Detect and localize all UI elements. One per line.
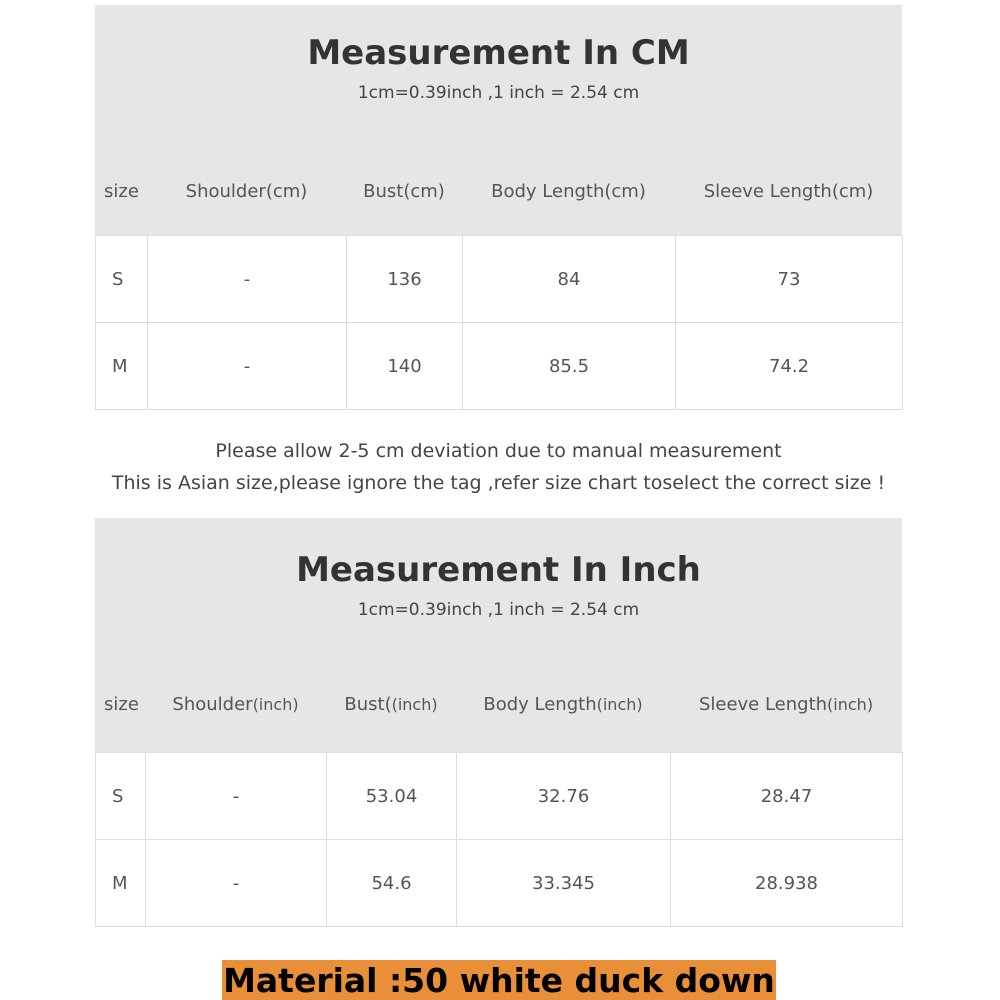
table-row	[96, 840, 903, 927]
inch-column-headers	[95, 684, 902, 724]
deviation-note-line-1: Please allow 2-5 cm deviation due to manual measurement	[215, 440, 782, 462]
inch-m-bust: 54.6	[327, 840, 457, 927]
inch-header-body-length: Body Length(inch)	[483, 693, 643, 715]
cm-s-shoulder: -	[148, 236, 347, 323]
inch-title: Measurement In Inch	[296, 550, 701, 590]
inch-s-shoulder: -	[146, 753, 327, 840]
cm-title: Measurement In CM	[307, 33, 690, 73]
inch-header-size: size	[104, 693, 139, 715]
inch-section	[95, 518, 902, 927]
table-row	[96, 236, 903, 323]
table-row	[96, 753, 903, 840]
cm-table	[95, 235, 903, 410]
cm-s-bust: 136	[347, 236, 463, 323]
cm-section	[95, 5, 902, 410]
table-row	[96, 323, 903, 410]
deviation-note	[95, 410, 902, 518]
cm-column-headers	[95, 171, 902, 211]
inch-header-shoulder: Shoulder(inch)	[172, 693, 299, 715]
cm-header-bust: Bust(cm)	[363, 180, 445, 202]
inch-m-body-length: 33.345	[457, 840, 671, 927]
inch-s-bust: 53.04	[327, 753, 457, 840]
inch-header-block	[95, 518, 902, 752]
inch-s-body-length: 32.76	[457, 753, 671, 840]
inch-table	[95, 752, 903, 927]
inch-header-sleeve-length: Sleeve Length(inch)	[698, 693, 874, 715]
cm-m-sleeve-length: 74.2	[676, 323, 903, 410]
cm-conversion-note: 1cm=0.39inch ,1 inch = 2.54 cm	[357, 83, 640, 103]
cm-s-size: S	[96, 236, 148, 323]
inch-m-size: M	[96, 840, 146, 927]
inch-s-sleeve-length: 28.47	[671, 753, 903, 840]
cm-s-body-length: 84	[463, 236, 676, 323]
cm-m-bust: 140	[347, 323, 463, 410]
material-banner: Material :50 white duck down	[223, 960, 775, 1000]
inch-m-shoulder: -	[146, 840, 327, 927]
deviation-note-line-2: This is Asian size,please ignore the tag ,refer size chart toselect the correct size !	[111, 472, 886, 494]
inch-header-bust: Bust((inch)	[344, 693, 438, 715]
cm-m-size: M	[96, 323, 148, 410]
cm-header-size: size	[104, 180, 139, 202]
cm-m-body-length: 85.5	[463, 323, 676, 410]
cm-m-shoulder: -	[148, 323, 347, 410]
cm-s-sleeve-length: 73	[676, 236, 903, 323]
size-chart	[95, 5, 902, 927]
cm-header-shoulder: Shoulder(cm)	[185, 180, 308, 202]
cm-header-sleeve-length: Sleeve Length(cm)	[703, 180, 874, 202]
inch-m-sleeve-length: 28.938	[671, 840, 903, 927]
cm-header-block	[95, 5, 902, 235]
inch-s-size: S	[96, 753, 146, 840]
cm-header-body-length: Body Length(cm)	[491, 180, 646, 202]
inch-conversion-note: 1cm=0.39inch ,1 inch = 2.54 cm	[357, 600, 640, 620]
